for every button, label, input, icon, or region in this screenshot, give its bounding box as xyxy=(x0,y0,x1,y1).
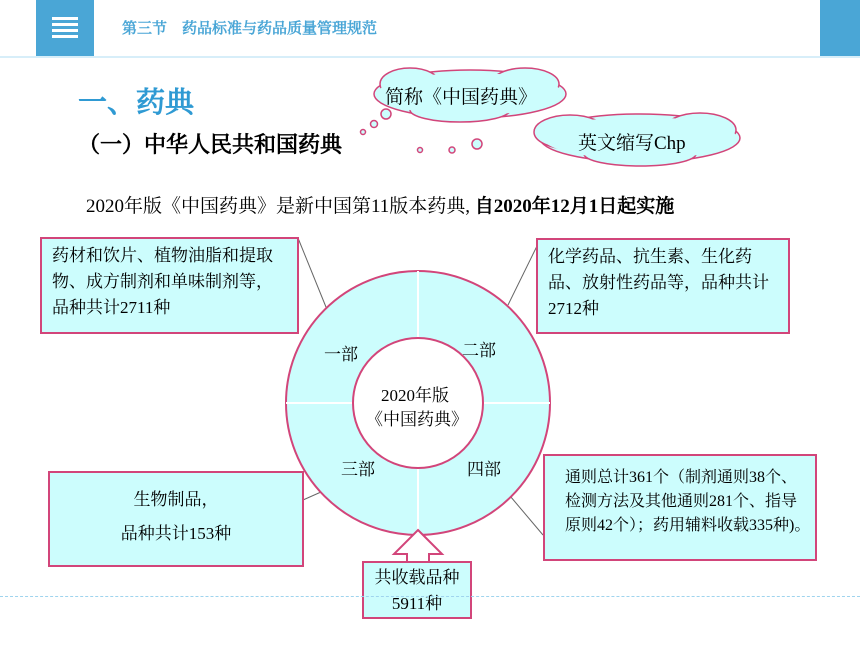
lead-text: 2020年版《中国药典》是新中国第11版本药典, xyxy=(86,196,475,217)
total-line2: 5911种 xyxy=(391,594,443,613)
part4-description: 通则总计361个（制剂通则38个、检测方法及其他通则281个、指导原则42个）；药用辅料收载335种)。 xyxy=(543,454,817,561)
footer-dashed-divider xyxy=(0,596,860,597)
ring-part1: 一部 xyxy=(324,345,358,364)
part1-description: 药材和饮片、植物油脂和提取物、成方制剂和单味制剂等，品种共计2711种 xyxy=(40,237,299,334)
part3-line1: 生物制品， xyxy=(133,490,219,509)
sub-heading: （一）中华人民共和国药典 xyxy=(78,133,343,158)
part2-description: 化学药品、抗生素、生化药品、放射性药品等，品种共计2712种 xyxy=(536,238,790,334)
part3-line2: 品种共计153种 xyxy=(120,524,232,543)
ring-part2: 二部 xyxy=(462,341,496,360)
bubble-short-name: 简称《中国药典》 xyxy=(385,87,538,108)
total-line1: 共收载品种 xyxy=(374,568,460,587)
page-heading: 一、药典 xyxy=(78,85,195,119)
ring-center-title: 《中国药典》 xyxy=(366,410,468,429)
ring-part4: 四部 xyxy=(467,460,501,479)
bubble-english-abbr: 英文缩写Chp xyxy=(578,133,686,154)
lead-bold: 自2020年12月1日起实施 xyxy=(474,196,675,217)
total-count-box xyxy=(362,561,472,619)
section-title: 第三节 药品标准与药品质量管理规范 xyxy=(122,19,378,37)
ring-center-year: 2020年版 xyxy=(381,386,449,405)
ring-part3: 三部 xyxy=(341,460,375,479)
part3-description xyxy=(48,471,304,567)
